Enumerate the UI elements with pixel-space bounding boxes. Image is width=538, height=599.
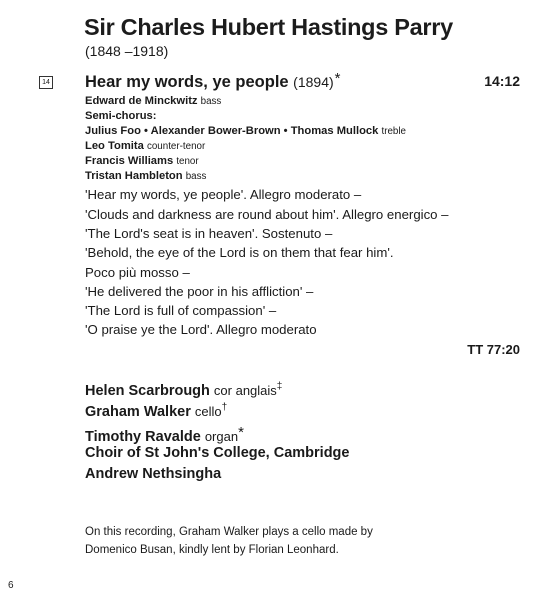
work-marker: *: [334, 70, 341, 87]
track-duration: 14:12: [484, 73, 520, 89]
artist-role: cello: [194, 403, 222, 419]
performer-name: Francis Williams: [85, 155, 174, 167]
section-line: 'Hear my words, ye people'. Allegro moderato –: [85, 187, 362, 202]
performer-role: tenor: [176, 156, 199, 167]
total-time: TT 77:20: [467, 342, 520, 357]
performer-line: [85, 125, 406, 137]
work-year: (1894): [293, 74, 334, 90]
recording-note-line: On this recording, Graham Walker plays a cello made by: [85, 526, 373, 538]
artist-line: [85, 445, 349, 461]
section-line: 'Behold, the eye of the Lord is on them that fear him'.: [85, 245, 394, 260]
artist-name: Helen Scarbrough: [85, 382, 210, 399]
performer-line: [85, 95, 221, 107]
performer-role: treble: [381, 126, 406, 137]
work-title: Hear my words, ye people: [85, 73, 289, 91]
performer-role: bass: [185, 171, 207, 182]
performer-name: Semi-chorus:: [85, 110, 157, 122]
artist-line: [85, 424, 244, 445]
work-heading: [85, 70, 340, 92]
performer-role: counter-tenor: [146, 141, 206, 152]
artist-mark: †: [221, 402, 228, 413]
artist-mark: *: [238, 424, 244, 441]
performer-name: Julius Foo • Alexander Bower-Brown • Thomas Mullock: [85, 125, 379, 137]
artist-line: [85, 381, 282, 399]
section-line: 'O praise ye the Lord'. Allegro moderato: [85, 322, 317, 337]
performer-name: Tristan Hambleton: [85, 170, 183, 182]
performer-line: [85, 110, 157, 122]
track-number: 14: [39, 76, 53, 89]
page-number: 6: [8, 580, 14, 591]
performer-line: [85, 155, 199, 167]
section-line: 'He delivered the poor in his affliction' –: [85, 284, 314, 299]
section-line: 'Clouds and darkness are round about him'. Allegro energico –: [85, 207, 449, 222]
section-line: 'The Lord is full of compassion' –: [85, 303, 277, 318]
performer-name: Edward de Minckwitz: [85, 95, 198, 107]
composer-dates: (1848 –1918): [85, 43, 169, 59]
performer-name: Leo Tomita: [85, 140, 144, 152]
artist-name: Choir of St John's College, Cambridge: [85, 445, 350, 461]
artist-name: Andrew Nethsingha: [85, 466, 222, 482]
artist-mark: ‡: [276, 381, 283, 392]
artist-line: [85, 402, 227, 420]
performer-line: [85, 140, 205, 152]
artist-role: organ: [204, 429, 239, 444]
recording-note-line: Domenico Busan, kindly lent by Florian Leonhard.: [85, 544, 339, 556]
artist-name: Timothy Ravalde: [85, 429, 201, 445]
section-line: Poco più mosso –: [85, 265, 190, 280]
performer-role: bass: [200, 96, 222, 107]
artist-role: cor anglais: [213, 382, 277, 398]
artist-line: [85, 466, 221, 482]
section-line: 'The Lord's seat is in heaven'. Sostenuto –: [85, 226, 333, 241]
performer-line: [85, 170, 206, 182]
composer-name: Sir Charles Hubert Hastings Parry: [84, 14, 453, 40]
artist-name: Graham Walker: [85, 403, 191, 420]
